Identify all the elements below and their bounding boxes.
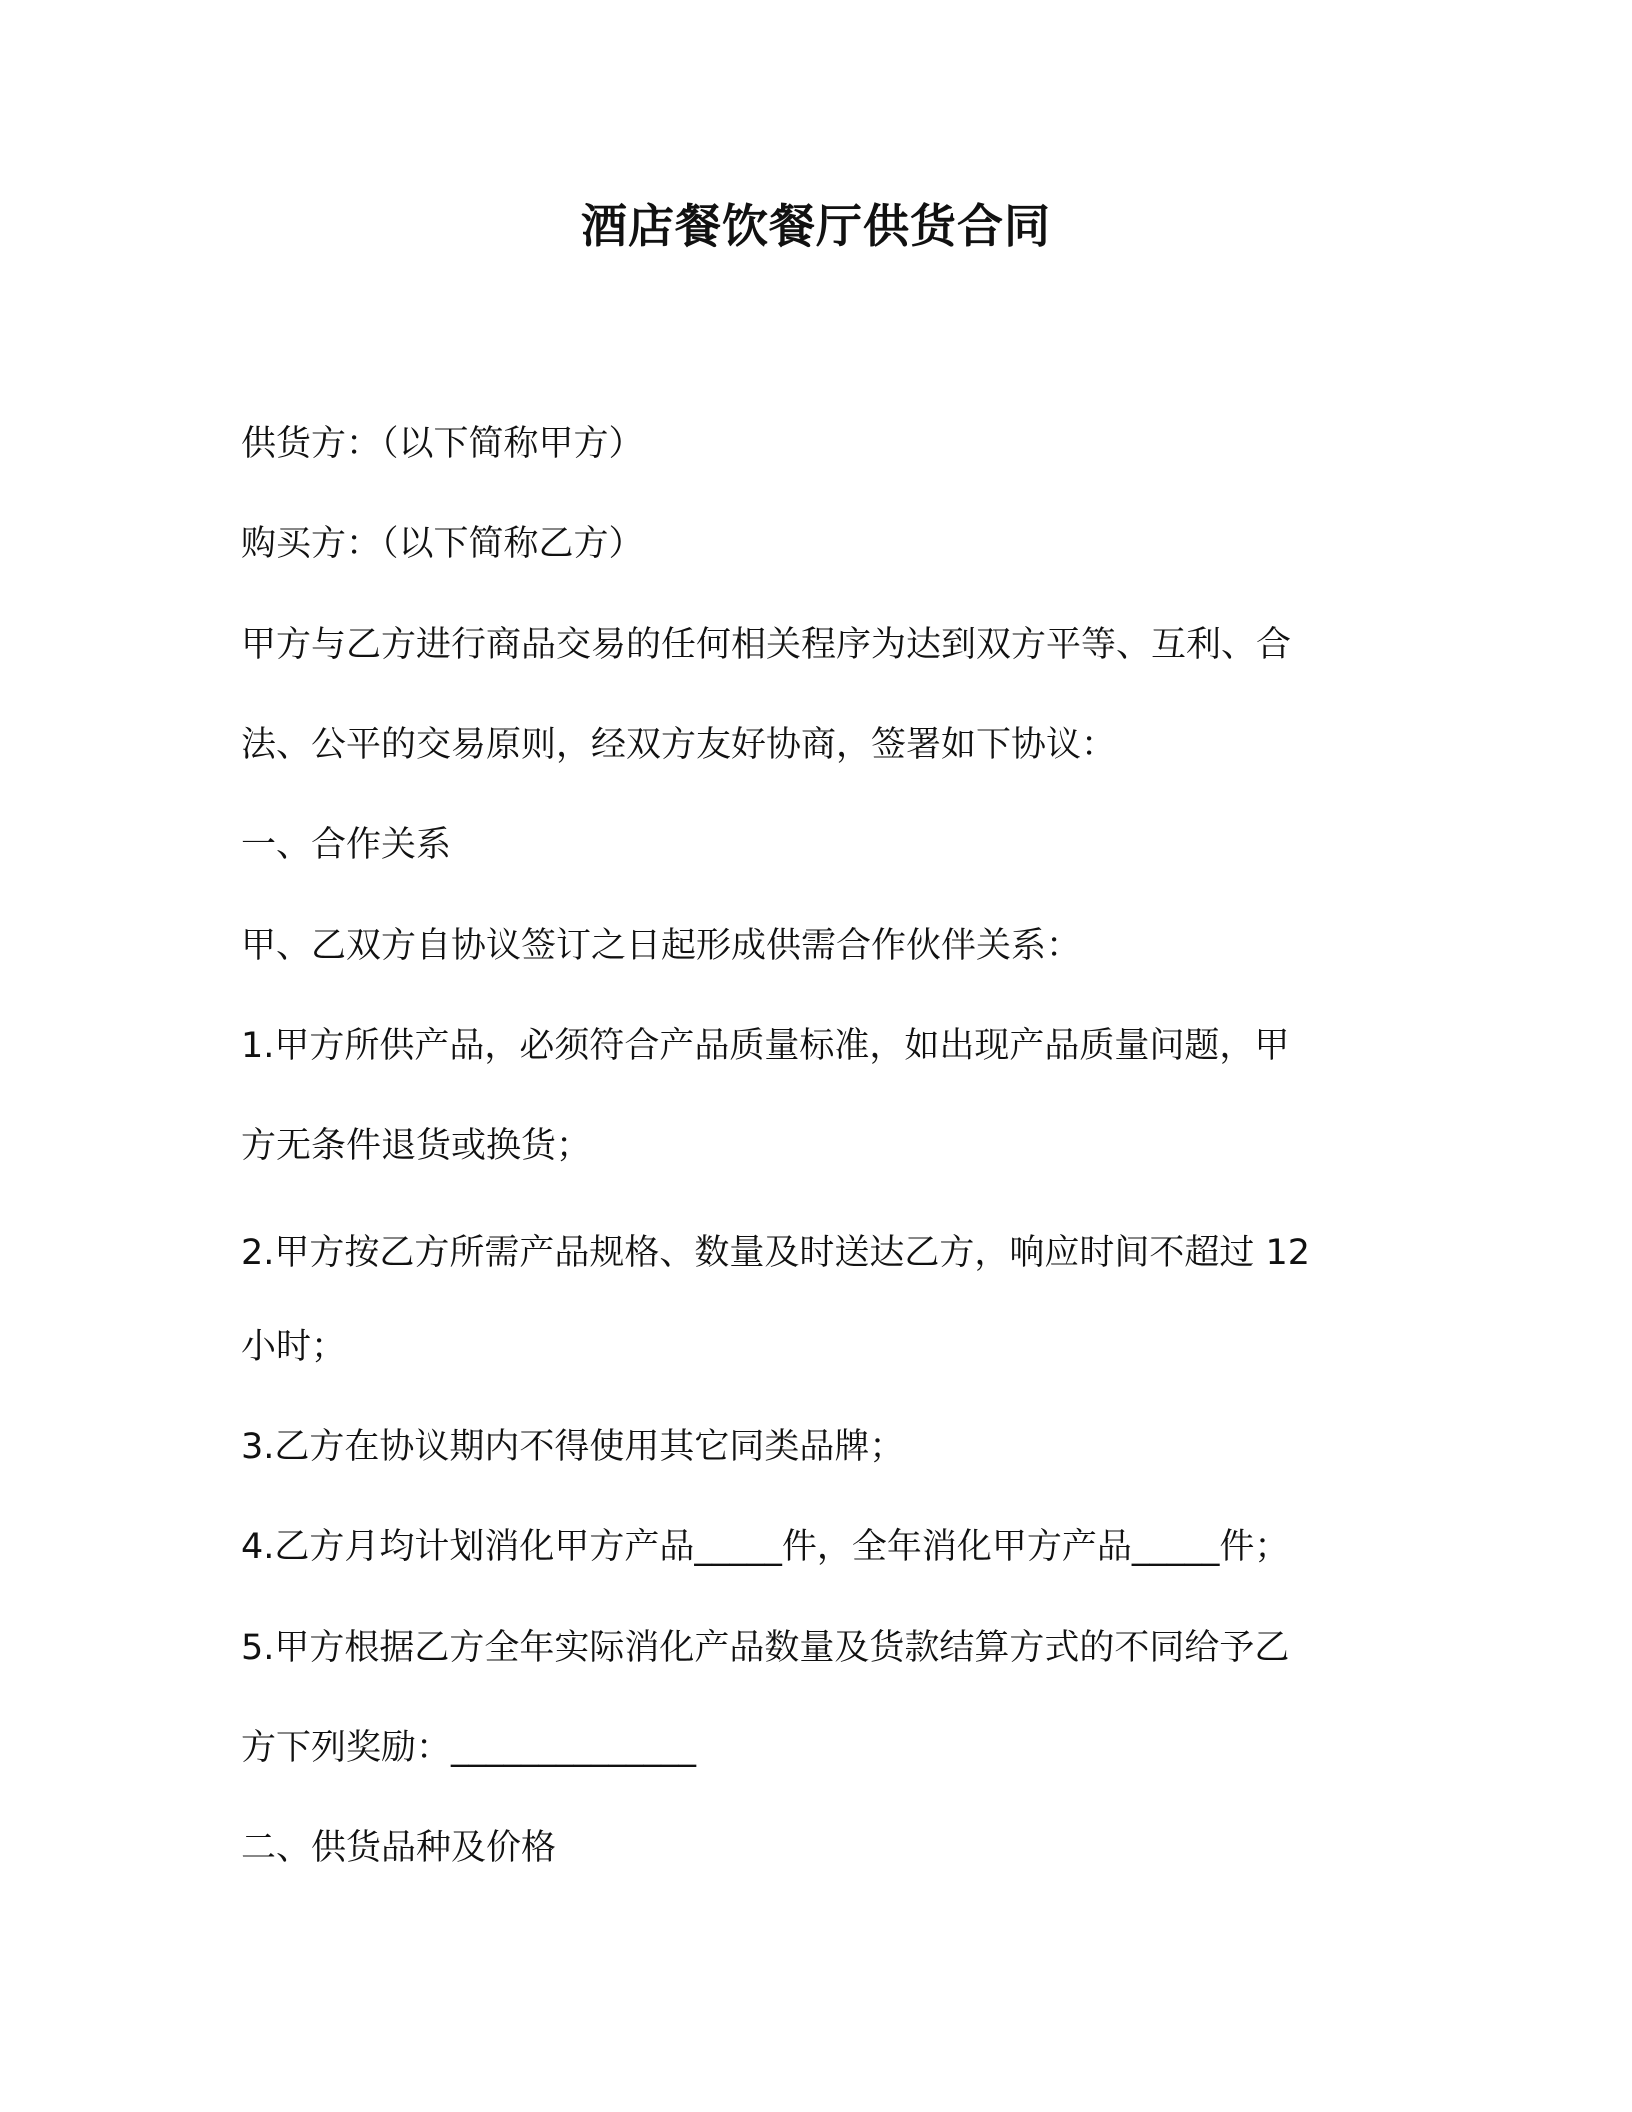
supplier-line: 供货方：（以下简称甲方） [241,424,644,464]
clause-4: 4.乙方月均计划消化甲方产品_____件，全年消化甲方产品_____件； [241,1527,1290,1567]
clause-1-line-2: 方无条件退货或换货； [241,1126,592,1166]
section-heading-supply-items: 二、供货品种及价格 [241,1828,557,1868]
cooperation-statement: 甲、乙双方自协议签订之日起形成供需合作伙伴关系： [241,926,1082,966]
intro-paragraph-line-1: 甲方与乙方进行商品交易的任何相关程序为达到双方平等、互利、合 [241,625,1292,665]
clause-5-line-1: 5.甲方根据乙方全年实际消化产品数量及货款结算方式的不同给予乙 [241,1628,1290,1668]
clause-2-line-2: 小时； [241,1327,347,1367]
buyer-line: 购买方：（以下简称乙方） [241,524,644,564]
clause-1-line-1: 1.甲方所供产品，必须符合产品质量标准，如出现产品质量问题，甲 [241,1026,1290,1066]
clause-5-line-2: 方下列奖励：______________ [241,1728,697,1768]
contract-title: 酒店餐饮餐厅供货合同 [581,199,1051,253]
clause-2-line-1: 2.甲方按乙方所需产品规格、数量及时送达乙方，响应时间不超过 12 [241,1233,1311,1273]
section-heading-cooperation: 一、合作关系 [241,825,452,865]
intro-paragraph-line-2: 法、公平的交易原则，经双方友好协商，签署如下协议： [241,725,1117,765]
clause-3: 3.乙方在协议期内不得使用其它同类品牌； [241,1427,905,1467]
